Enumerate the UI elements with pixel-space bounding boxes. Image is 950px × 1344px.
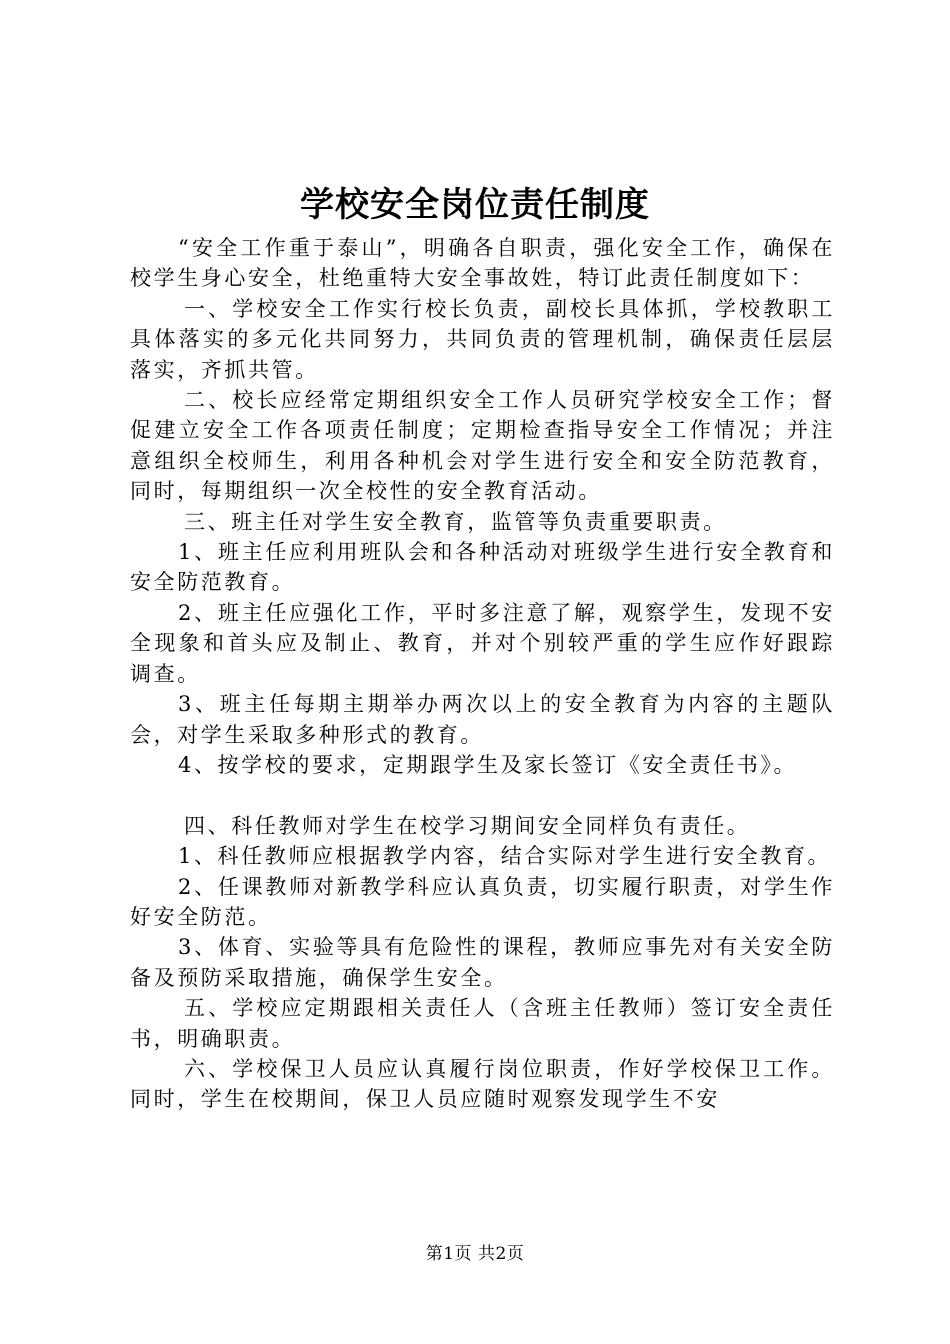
- section-3-item-2: 2、班主任应强化工作，平时多注意了解，观察学生，发现不安全现象和首头应及制止、教育，并对个别较严重的学生应作好跟踪调查。: [130, 600, 835, 686]
- section-4-item-2: 2、任课教师对新教学科应认真负责，切实履行职责，对学生作好安全防范。: [130, 874, 835, 929]
- section-5-paragraph: 五、学校应定期跟相关责任人（含班主任教师）签订安全责任书，明确职责。: [130, 996, 835, 1051]
- document-body: [130, 233, 835, 1115]
- section-2-paragraph: 二、校长应经常定期组织安全工作人员研究学校安全工作；督促建立安全工作各项责任制度；定期检查指导安全工作情况；并注意组织全校师生，利用各种机会对学生进行安全和安全防范教育，同时，每期组织一次全校性的安全教育活动。: [130, 388, 835, 504]
- section-4-heading: 四、科任教师对学生在校学习期间安全同样负有责任。: [184, 813, 751, 838]
- section-1-paragraph: 一、学校安全工作实行校长负责，副校长具体抓，学校教职工具体落实的多元化共同努力，共同负责的管理机制，确保责任层层落实，齐抓共管。: [130, 296, 835, 382]
- section-3-item-1: 1、班主任应利用班队会和各种活动对班级学生进行安全教育和安全防范教育。: [130, 540, 835, 595]
- intro-paragraph: “安全工作重于泰山”，明确各自职责，强化安全工作，确保在校学生身心安全，杜绝重特大安全事故姓，特订此责任制度如下：: [130, 236, 835, 291]
- blank-line: [130, 780, 835, 810]
- section-4-item-3: 3、体育、实验等具有危险性的课程，教师应事先对有关安全防备及预防采取措施，确保学生安全。: [130, 935, 835, 990]
- section-4-item-1: 1、科任教师应根据教学内容，结合实际对学生进行安全教育。: [178, 844, 832, 869]
- page-number-footer: 第1页 共2页: [425, 1244, 525, 1264]
- document-title: 学校安全岗位责任制度: [300, 185, 650, 225]
- section-6-paragraph: 六、学校保卫人员应认真履行岗位职责，作好学校保卫工作。同时，学生在校期间，保卫人员应随时观察发现学生不安: [130, 1056, 835, 1112]
- section-3-item-3: 3、班主任每期主期举办两次以上的安全教育为内容的主题队会，对学生采取多种形式的教育。: [130, 692, 835, 747]
- section-3-heading: 三、班主任对学生安全教育，监管等负责重要职责。: [184, 509, 727, 534]
- section-3-item-4: 4、按学校的要求，定期跟学生及家长签订《安全责任书》。: [178, 752, 798, 777]
